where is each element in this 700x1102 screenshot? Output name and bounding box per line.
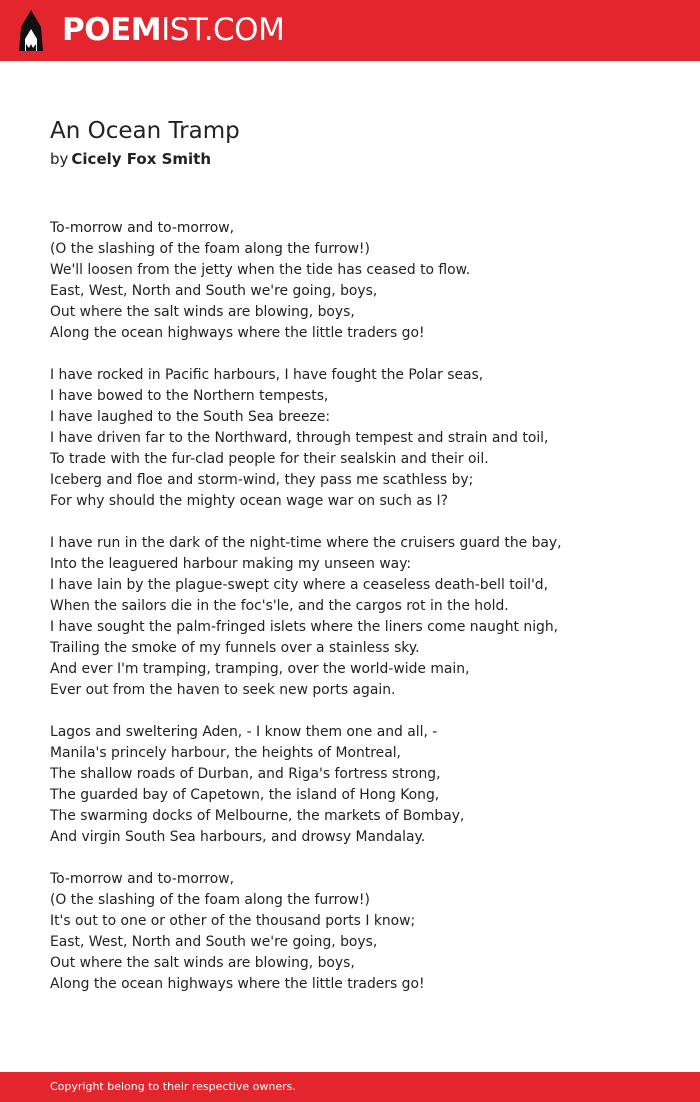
poem-line: Ever out from the haven to seek new ports again. <box>50 682 396 698</box>
poem-line: It's out to one or other of the thousand ports I know; <box>50 913 416 929</box>
poem-line: Lagos and sweltering Aden, - I know them one and all, - <box>50 724 438 740</box>
copyright-notice: Copyright belong to their respective owners. <box>50 1080 296 1093</box>
poem-line: Along the ocean highways where the little traders go! <box>50 976 425 992</box>
poem-line: East, West, North and South we're going, boys, <box>50 283 378 299</box>
poem-line: The swarming docks of Melbourne, the markets of Bombay, <box>50 808 465 824</box>
poem-line: I have driven far to the Northward, through tempest and strain and toil, <box>50 430 549 446</box>
poem-line: I have sought the palm-fringed islets where the liners come naught nigh, <box>50 619 559 635</box>
poem-line: And ever I'm tramping, tramping, over the world-wide main, <box>50 661 470 677</box>
poem-byline <box>50 148 211 170</box>
logo-text-light: IST.COM <box>161 12 285 48</box>
poem-line: (O the slashing of the foam along the furrow!) <box>50 892 370 908</box>
poem-line: The shallow roads of Durban, and Riga's fortress strong, <box>50 766 441 782</box>
poem-line: Into the leaguered harbour making my unseen way: <box>50 556 412 572</box>
stanza <box>50 533 670 701</box>
site-footer <box>0 1072 700 1102</box>
poem-line: To trade with the fur-clad people for their sealskin and their oil. <box>50 451 489 467</box>
poem-line: (O the slashing of the foam along the furrow!) <box>50 241 370 257</box>
poem-line: When the sailors die in the foc's'le, and the cargos rot in the hold. <box>50 598 509 614</box>
poem-line: Manila's princely harbour, the heights of Montreal, <box>50 745 401 761</box>
poem-line: I have rocked in Pacific harbours, I have fought the Polar seas, <box>50 367 484 383</box>
site-header <box>0 0 700 61</box>
logo-text-bold: POEM <box>62 12 162 48</box>
poem-line: We'll loosen from the jetty when the tide has ceased to flow. <box>50 262 471 278</box>
stanza <box>50 365 670 512</box>
stanza <box>50 218 670 344</box>
poem-body <box>50 218 670 1016</box>
byline-label: by <box>50 150 69 168</box>
poem-line: Iceberg and floe and storm-wind, they pass me scathless by; <box>50 472 474 488</box>
poem-line: The guarded bay of Capetown, the island of Hong Kong, <box>50 787 440 803</box>
stanza <box>50 722 670 848</box>
poem-line: For why should the mighty ocean wage war on such as I? <box>50 493 448 509</box>
poem-line: Along the ocean highways where the little traders go! <box>50 325 425 341</box>
pen-nib-icon[interactable] <box>17 9 45 53</box>
poem-line: Out where the salt winds are blowing, boys, <box>50 304 355 320</box>
poem-line: I have bowed to the Northern tempests, <box>50 388 329 404</box>
poem-line: I have run in the dark of the night-time where the cruisers guard the bay, <box>50 535 562 551</box>
stanza <box>50 869 670 995</box>
poem-line: I have laughed to the South Sea breeze: <box>50 409 331 425</box>
poem-line: I have lain by the plague-swept city where a ceaseless death-bell toil'd, <box>50 577 549 593</box>
poem-line: To-morrow and to-morrow, <box>50 871 235 887</box>
site-logo[interactable] <box>62 12 284 48</box>
poem-author: Cicely Fox Smith <box>71 150 212 168</box>
poem-line: To-morrow and to-morrow, <box>50 220 235 236</box>
poem-line: East, West, North and South we're going, boys, <box>50 934 378 950</box>
poem-title: An Ocean Tramp <box>50 118 240 144</box>
poem-line: Trailing the smoke of my funnels over a stainless sky. <box>50 640 420 656</box>
poem-line: Out where the salt winds are blowing, boys, <box>50 955 355 971</box>
poem-line: And virgin South Sea harbours, and drowsy Mandalay. <box>50 829 426 845</box>
